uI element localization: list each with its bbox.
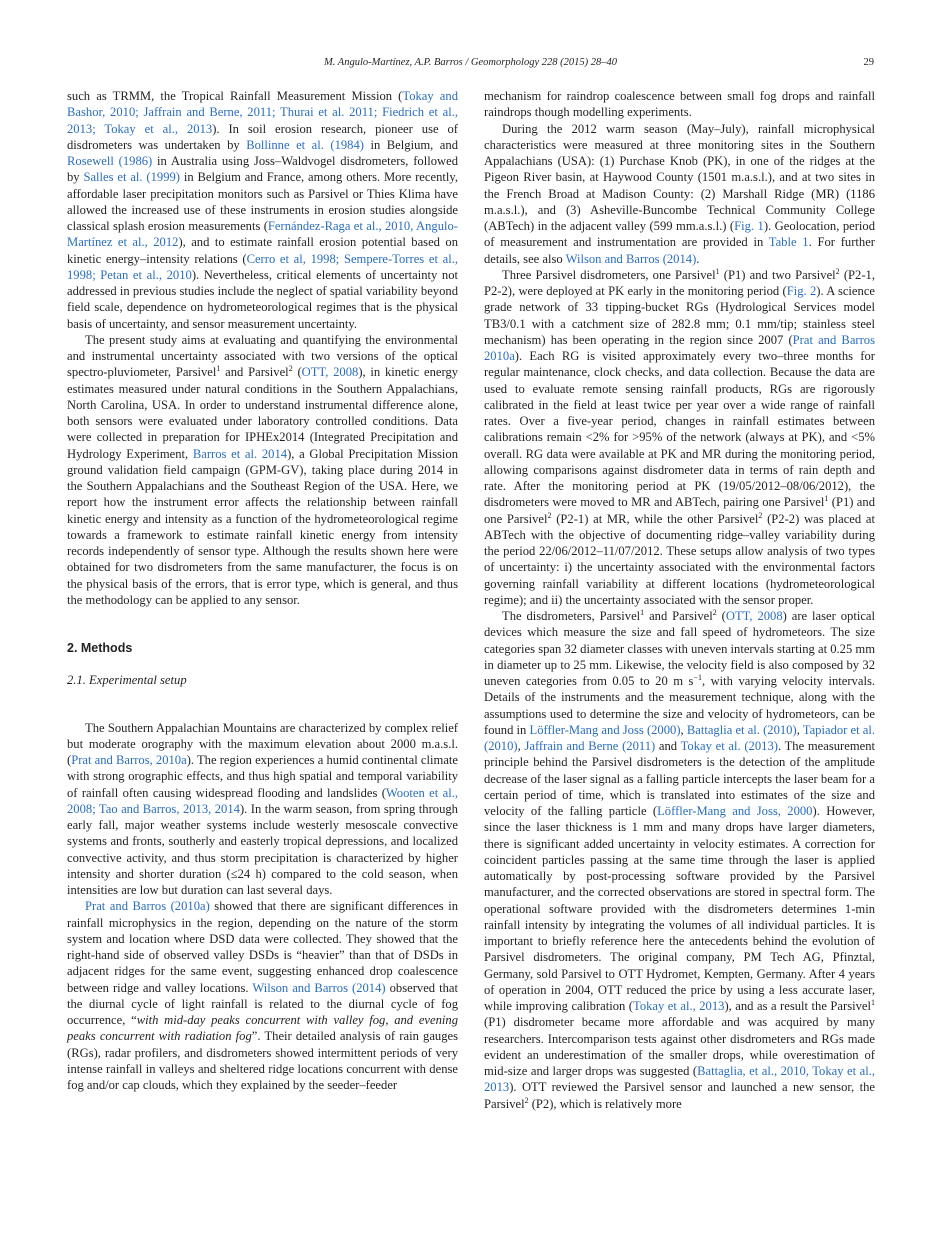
- page-header: [67, 57, 874, 73]
- paragraph: The present study aims at evaluating and quantifying the environmental and instrumental uncertainty associated with two versions of the optical spectro-pluviometer, Parsivel$^1$ and Parsivel$^2$ (OTT, 2008), in kinetic energy estimates measured under natural conditions in the Southern Appalachians, North Carolina, USA. In order to understand instrumental difference alone, both sensors were evaluated under laboratory controlled conditions. Data were collected in preparation for IPHEx2014 (Integrated Precipitation and Hydrology Experiment, Barros et al. 2014), a Global Precipitation Mission ground validation field campaign (GPM-GV), taking place during 2014 in the Southern Appalachians and the Southeast Region of the USA. Here, we report how the instrument error affects the relationship between rainfall kinetic energy and intensity as a function of the hydrometeorological regime towards a framework to estimate rainfall kinetic energy from intensity records independently of sensor type. Although the results shown here were obtained for two disdrometers from the same manufacturer, the focus is on the physical basis of the errors, that is error type, which is general, and thus the methodology can be applied to any sensor.: [67, 332, 459, 607]
- citation-link[interactable]: Tokay et al. (2013): [680, 739, 778, 753]
- left-column: [67, 88, 458, 1093]
- superscript: 2: [547, 510, 552, 520]
- superscript: 2: [288, 364, 293, 374]
- paragraph: Three Parsivel disdrometers, one Parsivel$^1$ (P1) and two Parsivel$^2$ (P2-1, P2-2), were deployed at PK early in the monitoring period (Fig. 2). A science grade network of 33 tipping-bucket RGs (Hydrological Services model TB3/0.1 with a catchment size of 282.8 mm; 0.1 mm/tip; stainless steel mechanism) has been operating in the region since 2007 (Prat and Barros 2010a). Each RG is visited approximately every two–three months for regular maintenance, clock checks, and data collection. Because the data are used to evaluate remote sensing rainfall products, RGs are rigorously calibrated in the field at least twice per year over a wide range of rainfall rates. Over a five-year period, changes in rainfall estimates between calibrations remain <2% for >95% of the network (always at PK), and <5% overall. RG data were available at PK and MR during the monitoring period, allowing comparisons against disdrometer data in terms of rain depth and rate. After the monitoring period at PK (19/05/2012–08/06/2012), the disdrometers were moved to MR and ABTech, pairing one Parsivel$^1$ (P1) and one Parsivel$^2$ (P2-1) at MR, while the other Parsivel$^2$ (P2-2) was placed at ABTech with the objective of documenting ridge–valley variability during the period 22/06/2012–11/07/2012. These setups allow analysis of two types of uncertainty: i) the uncertainty associated with the environmental factors governing rainfall variability at different locations (hydrometeorological regime); and ii) the uncertainty associated with the sensor proper.: [484, 266, 876, 607]
- citation-link[interactable]: Prat and Barros, 2010a: [71, 753, 187, 767]
- paragraph: The disdrometers, Parsivel$^1$ and Parsivel$^2$ (OTT, 2008) are laser optical devices which measure the size and fall speed of hydrometeors. The size categories span 32 diameter classes with uneven intervals starting at 0.25 mm in diameter up to 25 mm. Likewise, the velocity field is also composed by 32 uneven categories from 0.05 to 20 m $s^{-1}$, with varying velocity intervals. Details of the instruments and the measurement technique, along with the assumptions used to determine the size and velocity of hydrometeors, can be found in Löffler-Mang and Joss (2000), Battaglia et al. (2010), Tapiador et al. (2010), Jaffrain and Berne (2011) and Tokay et al. (2013). The measurement principle behind the Parsivel disdrometers is the detection of the amplitude decrease of the laser signal as a falling particle intercepts the laser beam for a certain period of time, which is translated into estimates of the size and velocity of the falling particle (Löffler-Mang and Joss, 2000). However, since the laser thickness is 1 mm and many drops have larger diameters, there is significant added uncertainty in velocity estimates. A correction for coincident particles passing at the same time through the laser is applied automatically by post-processing software provided by the Parsivel manufacturer, and the corrected observations are stored in spectral form. The operational software provided with the disdrometers determines 1-min rainfall intensity by integrating the volumes of all individual particles. It is important to briefly reference here the antecedents behind the evolution of Parsivel disdrometers. The original company, PM Tech AG, Pfinztal, Germany, sold Parsivel to OTT Hydromet, Kempten, Germany. After 4 years of operation in 2004, OTT reduced the price by using a less accurate laser, while improving calibration (Tokay et al., 2013), and as a result the Parsivel$^1$ (P1) disdrometer became more affordable and was acquired by many researchers. Intercomparison tests against other disdrometers and RGs made evident an underestimation of the smaller drops, while overestimation of mid-size and larger drops was suggested (Battaglia, et al., 2010, Tokay et al., 2013). OTT reviewed the Parsivel sensor and launched a new sensor, the Parsivel$^2$ (P2), which is relatively more: [484, 607, 876, 1111]
- citation-link[interactable]: Tapiador et al. (2010): [484, 722, 876, 753]
- running-title: M. Angulo-Martínez, A.P. Barros / Geomorphology 228 (2015) 28–40: [323, 57, 617, 68]
- superscript: 2: [758, 510, 763, 520]
- citation-link[interactable]: Prat and Barros (2010a): [85, 899, 210, 914]
- citation-link[interactable]: OTT, 2008: [301, 365, 359, 380]
- paragraph: Prat and Barros (2010a) showed that there are significant differences in rainfall microphysics in the region, depending on the nature of the storm system and location where DSD data were collected. They showed that the right-hand side of observed valley DSDs is “heavier” than that of DSDs in adjacent ridges for the same event, suggesting enhanced drop coalescence between ridge and valley locations. Wilson and Barros (2014) observed that the diurnal cycle of light rainfall is related to the diurnal cycle of fog occurrence, “with mid-day peaks concurrent with valley fog, and evening peaks concurrent with radiation fog”. Their detailed analysis of rain gauges (RGs), radar profilers, and disdrometers showed intermittent periods of very intense rainfall in valleys and sheltered ridge locations concurrent with dense fog and/or cap clouds, which they explained by the seeder–feeder: [67, 899, 459, 1092]
- citation-link[interactable]: Bollinne et al. (1984): [246, 137, 364, 152]
- citation-link[interactable]: Wilson and Barros (2014): [252, 980, 386, 995]
- citation-link[interactable]: Barros et al. 2014: [192, 446, 288, 461]
- citation-link[interactable]: Löffler-Mang and Joss (2000): [529, 722, 681, 737]
- superscript: −1: [693, 672, 702, 682]
- paragraph: The Southern Appalachian Mountains are characterized by complex relief but moderate orography with the maximum elevation about 2000 m.a.s.l. (Prat and Barros, 2010a). The region experiences a humid continental climate with strong orographic effects, and thus high spatial and temporal variability of rainfall often causing widespread flooding and landslides (Wooten et al., 2008; Tao and Barros, 2013, 2014). In the warm season, from spring through early fall, major weather systems include westerly mesoscale convective systems and fronts, southerly and easterly tropical depressions, and localized convective activity, and thus storm precipitation is characterized by higher intensity and shorter duration (≤24 h) compared to the cold season, when intensities are low but duration can last several days.: [67, 720, 458, 897]
- page-number: 29: [863, 57, 874, 68]
- citation-link[interactable]: Tokay et al., 2013: [633, 999, 725, 1013]
- right-column: [484, 88, 875, 1112]
- citation-link[interactable]: Cerro et al, 1998; Sempere-Torres et al., 1998; Petan et al., 2010: [67, 251, 459, 282]
- superscript: 2: [835, 266, 840, 276]
- citation-link[interactable]: Battaglia et al. (2010): [686, 722, 797, 737]
- superscript: 2: [712, 607, 717, 617]
- superscript: 1: [824, 494, 829, 504]
- citation-link[interactable]: Battaglia, et al., 2010, Tokay et al., 2013: [484, 1064, 875, 1095]
- citation-link[interactable]: Salles et al. (1999): [83, 170, 181, 185]
- superscript: 2: [524, 1095, 529, 1105]
- superscript: 1: [715, 266, 720, 276]
- subsection-heading: 2.1. Experimental setup: [67, 673, 187, 688]
- section-heading: 2. Methods: [67, 641, 133, 655]
- citation-link[interactable]: Tokay and Bashor, 2010; Jaffrain and Berne, 2011; Thurai et al. 2011; Fiedrich et al., 2013; Tokay et al., 2013: [67, 89, 458, 136]
- citation-link[interactable]: Löffler-Mang and Joss, 2000: [657, 804, 813, 818]
- citation-link[interactable]: Table 1: [768, 235, 809, 250]
- citation-link[interactable]: Fig. 1: [734, 219, 764, 233]
- citation-link[interactable]: Wilson and Barros (2014): [565, 251, 697, 266]
- citation-link[interactable]: Wooten et al., 2008; Tao and Barros, 2013, 2014: [67, 785, 458, 816]
- superscript: 1: [640, 607, 645, 617]
- citation-link[interactable]: Fernández-Raga et al., 2010, Angulo-Martínez et al., 2012: [67, 219, 458, 250]
- citation-link[interactable]: Jaffrain and Berne (2011): [524, 739, 656, 753]
- citation-link[interactable]: Fig. 2: [786, 284, 817, 298]
- superscript: 1: [216, 364, 221, 374]
- citation-link[interactable]: Rosewell (1986): [67, 154, 153, 168]
- citation-link[interactable]: Prat and Barros 2010a: [484, 332, 876, 363]
- paragraph: During the 2012 warm season (May–July), rainfall microphysical characteristics were measured at three monitoring sites in the Southern Appalachians (USA): (1) Purchase Knob (PK), in one of the ridges at the Pigeon River basin, at Haywood County (1501 m.a.s.l.), and at two sites in the French Broad at Madison County: (2) Marshall Ridge (MR) (1186 m.a.s.l.), and (3) Asheville-Buncombe Technical Community College (ABTech) in the adjacent valley (599 mm.a.s.l.) (Fig. 1). Geolocation, period of measurement and instrumentation are provided in Table 1. For further details, see also Wilson and Barros (2014).: [484, 121, 875, 266]
- quoted-emphasis: with mid-day peaks concurrent with valley fog, and evening peaks concurrent with radiation fog: [67, 1013, 458, 1044]
- superscript: 1: [871, 997, 875, 1007]
- paragraph: such as TRMM, the Tropical Rainfall Measurement Mission (Tokay and Bashor, 2010; Jaffrain and Berne, 2011; Thurai et al. 2011; Fiedrich et al., 2013; Tokay et al., 2013). In soil erosion research, pioneer use of disdrometers was undertaken by Bollinne et al. (1984) in Belgium, and Rosewell (1986) in Australia using Joss–Waldvogel disdrometers, followed by Salles et al. (1999) in Belgium and France, among others. More recently, affordable laser precipitation monitors such as Parsivel or Thies Klima have allowed the increased use of these instruments in erosion studies alongside classical splash erosion measurements (Fernández-Raga et al., 2010, Angulo-Martínez et al., 2012), and to estimate rainfall erosion potential based on kinetic energy–intensity relations (Cerro et al, 1998; Sempere-Torres et al., 1998; Petan et al., 2010). Nevertheless, critical elements of uncertainty not addressed in previous studies include the neglect of spatial variability beyond field scale, dependence on hydrometeorological regimes that is the physical basis of uncertainty, and sensor measurement uncertainty.: [67, 89, 459, 331]
- citation-link[interactable]: OTT, 2008: [725, 609, 783, 623]
- paragraph: mechanism for raindrop coalescence between small fog drops and rainfall raindrops though modelling experiments.: [484, 89, 875, 120]
